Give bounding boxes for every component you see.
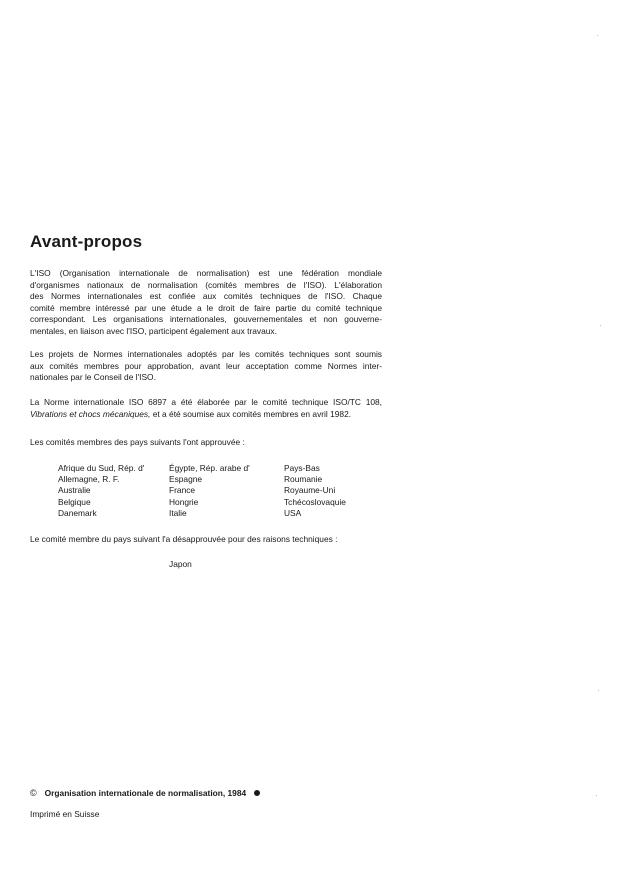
- committee-title: Vibrations et chocs mécaniques,: [30, 408, 151, 419]
- text-line: aux comités membres pour approbation, avant leur acceptation comme Normes inter-: [30, 360, 382, 371]
- printed-in-note: Imprimé en Suisse: [30, 809, 100, 819]
- country-item: Italie: [169, 507, 187, 518]
- text-line: L'ISO (Organisation internationale de normalisation) est une fédération mondiale: [30, 268, 382, 278]
- text-line: des Normes internationales est confiée aux comités techniques de l'ISO. Chaque: [30, 291, 382, 302]
- copyright-text: Organisation internationale de normalisation, 1984: [44, 788, 247, 798]
- foreword-paragraph-drafts: [30, 349, 382, 384]
- country-item: France: [169, 485, 196, 496]
- text-line: Les projets de Normes internationales adoptés par les comités techniques sont soumis: [30, 349, 382, 359]
- text-line: Le comité membre du pays suivant l'a désapprouvée pour des raisons techniques :: [30, 534, 338, 544]
- text-line: correspondant. Les organisations internationales, gouvernementales et non gouverne-: [30, 314, 382, 325]
- country-item: Danemark: [58, 507, 97, 518]
- countries-column-1: [58, 463, 169, 519]
- copyright-icon: ©: [30, 788, 37, 798]
- countries-column-3: [284, 463, 384, 519]
- disapproving-country: Japon: [169, 559, 192, 569]
- country-item: USA: [284, 507, 302, 518]
- text-fragment: et a été soumise aux comités membres en avril 1982.: [150, 408, 352, 419]
- country-item: Hongrie: [169, 496, 199, 507]
- text-line: d'organismes nationaux de normalisation (comités membres de l'ISO). L'élaboration: [30, 279, 382, 290]
- text-line: Les comités membres des pays suivants l'ont approuvée :: [30, 437, 245, 447]
- approval-intro: [30, 437, 382, 449]
- country-item: Afrique du Sud, Rép. d': [58, 463, 145, 473]
- country-item: Australie: [58, 485, 91, 496]
- country-item: Belgique: [58, 496, 91, 507]
- text-line: La Norme internationale ISO 6897 a été élaborée par le comité technique ISO/TC 108,: [30, 397, 382, 407]
- foreword-paragraph-iso: [30, 268, 382, 338]
- disapproval-intro: [30, 534, 382, 546]
- country-item: Allemagne, R. F.: [58, 474, 120, 485]
- country-item: Espagne: [169, 474, 203, 485]
- scan-speck: [600, 325, 601, 326]
- copyright-notice: [30, 788, 260, 798]
- country-item: Tchécoslovaquie: [284, 496, 346, 507]
- country-item: Égypte, Rép. arabe d': [169, 463, 250, 473]
- page-title: Avant-propos: [30, 232, 143, 251]
- scan-speck: [596, 795, 597, 796]
- text-line: nationales par le Conseil de l'ISO.: [30, 372, 156, 383]
- text-line: mentales, en liaison avec l'ISO, participent également aux travaux.: [30, 325, 277, 336]
- country-item: Pays-Bas: [284, 463, 320, 473]
- approving-countries-table: [58, 463, 384, 519]
- foreword-paragraph-standard: [30, 397, 382, 420]
- countries-column-2: [169, 463, 284, 519]
- country-item: Roumanie: [284, 474, 323, 485]
- scan-speck: [597, 35, 598, 36]
- scan-speck: [598, 690, 599, 691]
- bullet-dot-icon: [254, 790, 260, 796]
- country-item: Royaume-Uni: [284, 485, 336, 496]
- text-line: [30, 409, 382, 421]
- text-line: comité membre intéressé par une étude a le droit de faire partie du comité technique: [30, 302, 382, 313]
